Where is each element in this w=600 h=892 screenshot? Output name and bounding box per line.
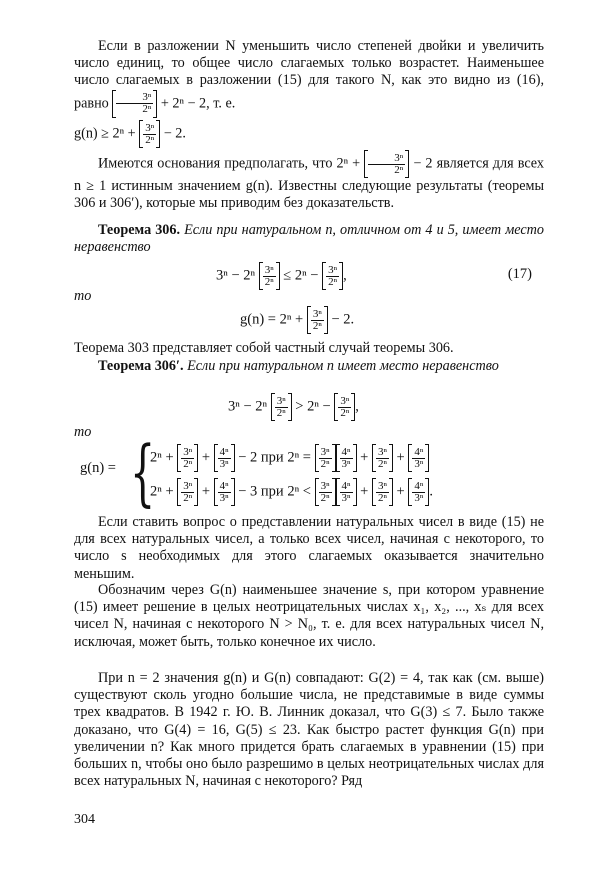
theorem-306-label: Теорема 306. [98, 222, 181, 238]
theorem-306 [74, 222, 544, 256]
case-2: 2ⁿ + $\frac{\text{3ⁿ}}{\text{2ⁿ}}$ + $\frac{\text{4ⁿ}}{\text{3ⁿ}}$ − 3 при 2ⁿ < $\frac{\text{3ⁿ}}{\text{2ⁿ}}$ $\frac{\text{4ⁿ}}{\text{3ⁿ}}$ + $\frac{\text{3ⁿ}}{\text{2ⁿ}}$ + $\frac{\text{4ⁿ}}{\text{3ⁿ}}$ . [150, 478, 433, 506]
then-label-2: то [74, 424, 92, 440]
paragraph-2: Имеются основания предполагать, что 2ⁿ + $\frac{\text{3ⁿ}}{\text{2ⁿ}}$ − 2 является для всех n ≥ 1 истинным значением g(n). Известны следующие результаты (теоремы 306 и 306′), которые мы приводим без доказательств. [74, 151, 545, 212]
theorem-306-prime: Теорема 306′. Если при натуральном n имеет место неравенство [98, 358, 499, 374]
cases-gn: g(n) = [80, 460, 116, 476]
equation-17: 3ⁿ − 2ⁿ $\frac{\text{3ⁿ}}{\text{2ⁿ}}$ ≤ 2ⁿ − $\frac{\text{3ⁿ}}{\text{2ⁿ}}$ , [216, 262, 347, 290]
paragraph-1-text: Если в разложении N уменьшить число степеней двойки и увеличить число единиц, то общее число слагаемых только возрастет. Наименьшее число слагаемых в разложении (15) для такого N, как это видно из (16), равно [74, 38, 544, 111]
paragraph-1: Если в разложении N уменьшить число степеней двойки и увеличить число единиц, то общее число слагаемых только возрастет. Наименьшее число слагаемых в разложении (15) для такого N, как это видно из (16), равно $\frac{\text{3ⁿ}}{\text{2ⁿ}}$ + 2ⁿ − 2, т. е. [74, 38, 544, 118]
cases-brace: { [130, 430, 156, 514]
paragraph-3: Теорема 303 представляет собой частный случай теоремы 306. [74, 340, 454, 356]
equation-number-17: (17) [507, 266, 532, 282]
paragraph-5: Обозначим через G(n) наименьшее значение s, при котором уравнение (15) имеет решение в целых неотрицательных числах x₁, x₂, ..., xₛ для всех чисел N, начиная с некоторого N > N₀, т. е. для всех натуральных чисел N, исключая, может быть, только конечное их число. [74, 582, 544, 650]
then-label-1: то [74, 288, 92, 304]
paragraph-4: Если ставить вопрос о представлении натуральных чисел в виде (15) не для всех натуральных чисел, а только всех чисел, начиная с некоторого, то число s необходимых для этого слагаемых оказывается значительно меньшим. [74, 514, 544, 582]
case-1: 2ⁿ + $\frac{\text{3ⁿ}}{\text{2ⁿ}}$ + $\frac{\text{4ⁿ}}{\text{3ⁿ}}$ − 2 при 2ⁿ = $\frac{\text{3ⁿ}}{\text{2ⁿ}}$ $\frac{\text{4ⁿ}}{\text{3ⁿ}}$ + $\frac{\text{3ⁿ}}{\text{2ⁿ}}$ + $\frac{\text{4ⁿ}}{\text{3ⁿ}}$ [150, 444, 429, 472]
equation-inequality-2: 3ⁿ − 2ⁿ $\frac{\text{3ⁿ}}{\text{2ⁿ}}$ > 2ⁿ − $\frac{\text{3ⁿ}}{\text{2ⁿ}}$ , [228, 393, 359, 421]
fraction-3n-2n: $\frac{\text{3ⁿ}}{\text{2ⁿ}}$ [116, 92, 153, 115]
page-number: 304 [74, 812, 95, 827]
theorem-306-text: Если при натуральном n, отличном от 4 и 5, имеет место неравенство [74, 222, 545, 256]
inequality-gn: g(n) ≥ 2ⁿ + $\frac{\text{3ⁿ}}{\text{2ⁿ}}$ − 2. [74, 120, 544, 148]
equation-g: g(n) = 2ⁿ + $\frac{\text{3ⁿ}}{\text{2ⁿ}}$ − 2. [240, 306, 354, 334]
paragraph-6: При n = 2 значения g(n) и G(n) совпадают: G(2) = 4, так как (см. выше) существуют сколь угодно большие числа, не представимые в виде суммы трех квадратов. В 1942 г. Ю. В. Линник доказал, что G(3) ≤ 7. Было также доказано, что G(4) = 16, G(5) ≤ 23. Как быстро растет функция G(n) при увеличении n? Как много придется брать слагаемых в уравнении (15) при больших n, чтобы оно было разрешимо в целых неотрицательных числах для всех натуральных N, начиная с некоторого? Ряд [74, 670, 544, 790]
